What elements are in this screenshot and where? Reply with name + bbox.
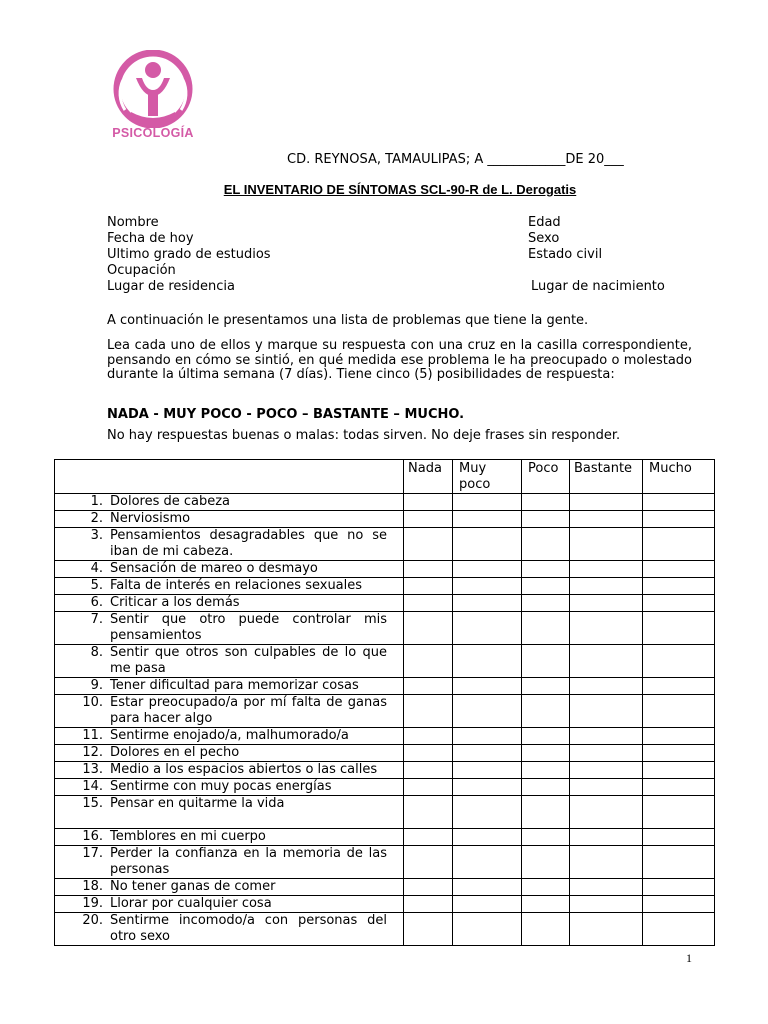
item-number: 5. <box>90 578 103 593</box>
answer-cell-poco[interactable] <box>522 494 570 511</box>
item-text: Sentir que otro puede controlar mis pensamientos <box>110 612 387 643</box>
table-row <box>55 578 715 595</box>
answer-cell-muy-poco[interactable] <box>453 511 522 528</box>
answer-cell-nada[interactable] <box>404 561 453 578</box>
header-poco: Poco <box>522 460 570 494</box>
item-number: 10. <box>82 695 103 710</box>
symptom-item <box>55 762 404 779</box>
answer-cell-nada[interactable] <box>404 645 453 678</box>
answer-cell-bastante[interactable] <box>570 896 643 913</box>
answer-cell-nada[interactable] <box>404 494 453 511</box>
answer-cell-poco[interactable] <box>522 678 570 695</box>
answer-cell-bastante[interactable] <box>570 879 643 896</box>
item-number: 17. <box>82 846 103 861</box>
answer-cell-poco[interactable] <box>522 695 570 728</box>
symptom-item <box>55 913 404 946</box>
answer-cell-poco[interactable] <box>522 846 570 879</box>
symptom-item <box>55 528 404 561</box>
answer-cell-muy-poco[interactable] <box>453 528 522 561</box>
answer-cell-nada[interactable] <box>404 829 453 846</box>
answer-cell-nada[interactable] <box>404 846 453 879</box>
answer-cell-bastante[interactable] <box>570 913 643 946</box>
table-row <box>55 678 715 695</box>
item-text: Sensación de mareo o desmayo <box>110 561 318 576</box>
item-number: 11. <box>82 728 103 743</box>
field-fecha: Fecha de hoy <box>107 231 194 246</box>
table-row <box>55 779 715 796</box>
item-number: 13. <box>82 762 103 777</box>
answer-cell-bastante[interactable] <box>570 695 643 728</box>
answer-cell-bastante[interactable] <box>570 745 643 762</box>
item-number: 8. <box>90 645 103 660</box>
table-row <box>55 829 715 846</box>
answer-cell-bastante[interactable] <box>570 578 643 595</box>
answer-cell-poco[interactable] <box>522 728 570 745</box>
item-number: 18. <box>82 879 103 894</box>
answer-cell-muy-poco[interactable] <box>453 728 522 745</box>
symptom-item <box>55 779 404 796</box>
answer-cell-muy-poco[interactable] <box>453 829 522 846</box>
table-row <box>55 561 715 578</box>
instructions-note: No hay respuestas buenas o malas: todas sirven. No deje frases sin responder. <box>107 428 621 443</box>
answer-cell-bastante[interactable] <box>570 494 643 511</box>
answer-cell-poco[interactable] <box>522 511 570 528</box>
answer-cell-nada[interactable] <box>404 779 453 796</box>
instructions-paragraph: Lea cada uno de ellos y marque su respuesta con una cruz en la casilla correspondiente, pensando en cómo se sintió, en qué medida ese problema le ha preocupado o molestado durante la última semana (7 días). Tiene cinco (5) posibilidades de respuesta: <box>107 338 692 382</box>
item-text: Sentirme incomodo/a con personas del otro sexo <box>110 913 387 944</box>
answer-cell-nada[interactable] <box>404 528 453 561</box>
answer-cell-mucho[interactable] <box>643 896 715 913</box>
symptom-item <box>55 561 404 578</box>
answer-cell-muy-poco[interactable] <box>453 645 522 678</box>
item-text: Nerviosismo <box>110 511 191 526</box>
answer-cell-mucho[interactable] <box>643 779 715 796</box>
answer-cell-muy-poco[interactable] <box>453 561 522 578</box>
answer-cell-mucho[interactable] <box>643 829 715 846</box>
table-row <box>55 913 715 946</box>
answer-cell-muy-poco[interactable] <box>453 678 522 695</box>
item-number: 1. <box>90 494 103 509</box>
answer-cell-nada[interactable] <box>404 796 453 829</box>
answer-cell-poco[interactable] <box>522 561 570 578</box>
answer-cell-mucho[interactable] <box>643 745 715 762</box>
answer-cell-mucho[interactable] <box>643 678 715 695</box>
answer-cell-muy-poco[interactable] <box>453 578 522 595</box>
item-text: Criticar a los demás <box>110 595 240 610</box>
table-row <box>55 511 715 528</box>
symptom-item <box>55 728 404 745</box>
answer-cell-mucho[interactable] <box>643 561 715 578</box>
answer-cell-poco[interactable] <box>522 595 570 612</box>
symptom-item <box>55 494 404 511</box>
table-row <box>55 846 715 879</box>
answer-cell-muy-poco[interactable] <box>453 595 522 612</box>
answer-cell-poco[interactable] <box>522 528 570 561</box>
page-number: 1 <box>686 951 692 965</box>
item-text: Pensamientos desagradables que no se iban de mi cabeza. <box>110 528 387 559</box>
answer-cell-bastante[interactable] <box>570 561 643 578</box>
symptom-item <box>55 612 404 645</box>
table-row <box>55 796 715 829</box>
answer-cell-nada[interactable] <box>404 578 453 595</box>
answer-cell-bastante[interactable] <box>570 511 643 528</box>
logo-text: PSICOLOGÍA <box>112 126 194 140</box>
symptom-item <box>55 896 404 913</box>
answer-cell-muy-poco[interactable] <box>453 879 522 896</box>
header-nada: Nada <box>404 460 453 494</box>
answer-cell-bastante[interactable] <box>570 678 643 695</box>
field-nacimiento: Lugar de nacimiento <box>531 279 665 294</box>
answer-cell-poco[interactable] <box>522 645 570 678</box>
header-item-column <box>55 460 404 494</box>
field-ocupacion: Ocupación <box>107 263 176 278</box>
table-header-row <box>55 460 715 494</box>
answer-cell-bastante[interactable] <box>570 846 643 879</box>
field-estado-civil: Estado civil <box>528 247 603 262</box>
symptom-item <box>55 796 404 829</box>
symptom-item <box>55 879 404 896</box>
symptom-item <box>55 695 404 728</box>
answer-cell-nada[interactable] <box>404 595 453 612</box>
header-muy-poco: Muy poco <box>453 460 522 494</box>
item-number: 6. <box>90 595 103 610</box>
table-row <box>55 595 715 612</box>
answer-cell-muy-poco[interactable] <box>453 796 522 829</box>
answer-cell-muy-poco[interactable] <box>453 913 522 946</box>
item-text: Dolores de cabeza <box>110 494 231 509</box>
item-text: Pensar en quitarme la vida <box>110 796 285 811</box>
symptom-item <box>55 678 404 695</box>
item-number: 4. <box>90 561 103 576</box>
table-row <box>55 528 715 561</box>
table-row <box>55 612 715 645</box>
item-number: 9. <box>90 678 103 693</box>
answer-cell-poco[interactable] <box>522 612 570 645</box>
answer-cell-muy-poco[interactable] <box>453 779 522 796</box>
header-mucho: Mucho <box>643 460 715 494</box>
answer-cell-muy-poco[interactable] <box>453 896 522 913</box>
item-text: No tener ganas de comer <box>110 879 276 894</box>
table-row <box>55 762 715 779</box>
table-row <box>55 695 715 728</box>
answer-cell-poco[interactable] <box>522 796 570 829</box>
answer-cell-mucho[interactable] <box>643 612 715 645</box>
item-number: 14. <box>82 779 103 794</box>
answer-cell-mucho[interactable] <box>643 528 715 561</box>
psicologia-logo <box>103 50 203 142</box>
item-number: 20. <box>82 913 103 928</box>
symptom-item <box>55 829 404 846</box>
answer-cell-bastante[interactable] <box>570 645 643 678</box>
answer-cell-nada[interactable] <box>404 913 453 946</box>
symptom-table <box>54 459 715 946</box>
header-bastante: Bastante <box>570 460 643 494</box>
answer-cell-poco[interactable] <box>522 578 570 595</box>
symptom-item <box>55 645 404 678</box>
answer-cell-muy-poco[interactable] <box>453 745 522 762</box>
answer-cell-mucho[interactable] <box>643 494 715 511</box>
answer-cell-nada[interactable] <box>404 745 453 762</box>
item-number: 3. <box>90 528 103 543</box>
place-date-line: CD. REYNOSA, TAMAULIPAS; A ____________DE 20___ <box>287 152 624 167</box>
item-number: 2. <box>90 511 103 526</box>
item-text: Llorar por cualquier cosa <box>110 896 272 911</box>
answer-cell-nada[interactable] <box>404 896 453 913</box>
answer-cell-mucho[interactable] <box>643 595 715 612</box>
item-text: Sentirme con muy pocas energías <box>110 779 332 794</box>
item-text: Falta de interés en relaciones sexuales <box>110 578 363 593</box>
item-number: 7. <box>90 612 103 627</box>
item-text: Temblores en mi cuerpo <box>110 829 266 844</box>
item-number: 12. <box>82 745 103 760</box>
answer-cell-nada[interactable] <box>404 511 453 528</box>
item-text: Estar preocupado/a por mí falta de ganas para hacer algo <box>110 695 387 726</box>
item-number: 19. <box>82 896 103 911</box>
table-row <box>55 896 715 913</box>
answer-cell-mucho[interactable] <box>643 728 715 745</box>
item-text: Dolores en el pecho <box>110 745 240 760</box>
answer-cell-muy-poco[interactable] <box>453 846 522 879</box>
answer-cell-muy-poco[interactable] <box>453 494 522 511</box>
intro-paragraph: A continuación le presentamos una lista de problemas que tiene la gente. <box>107 313 589 328</box>
symptom-item <box>55 745 404 762</box>
answer-cell-bastante[interactable] <box>570 595 643 612</box>
answer-cell-nada[interactable] <box>404 695 453 728</box>
symptom-item <box>55 511 404 528</box>
table-row <box>55 645 715 678</box>
answer-cell-mucho[interactable] <box>643 511 715 528</box>
field-sexo: Sexo <box>528 231 560 246</box>
answer-cell-mucho[interactable] <box>643 695 715 728</box>
answer-cell-nada[interactable] <box>404 879 453 896</box>
answer-cell-bastante[interactable] <box>570 796 643 829</box>
answer-cell-poco[interactable] <box>522 745 570 762</box>
answer-cell-mucho[interactable] <box>643 645 715 678</box>
answer-cell-poco[interactable] <box>522 879 570 896</box>
answer-cell-mucho[interactable] <box>643 913 715 946</box>
answer-cell-muy-poco[interactable] <box>453 695 522 728</box>
answer-cell-poco[interactable] <box>522 913 570 946</box>
item-number: 15. <box>82 796 103 811</box>
response-options: NADA - MUY POCO - POCO – BASTANTE – MUCHO. <box>107 407 465 422</box>
item-text: Perder la confianza en la memoria de las personas <box>110 846 387 877</box>
answer-cell-bastante[interactable] <box>570 829 643 846</box>
answer-cell-poco[interactable] <box>522 779 570 796</box>
table-row <box>55 745 715 762</box>
item-text: Sentirme enojado/a, malhumorado/a <box>110 728 349 743</box>
answer-cell-nada[interactable] <box>404 678 453 695</box>
field-estudios: Ultimo grado de estudios <box>107 247 271 262</box>
table-row <box>55 494 715 511</box>
field-nombre: Nombre <box>107 215 159 230</box>
symptom-item <box>55 578 404 595</box>
item-text: Medio a los espacios abiertos o las calles <box>110 762 378 777</box>
answer-cell-bastante[interactable] <box>570 528 643 561</box>
answer-cell-bastante[interactable] <box>570 728 643 745</box>
field-residencia: Lugar de residencia <box>107 279 235 294</box>
answer-cell-muy-poco[interactable] <box>453 762 522 779</box>
field-edad: Edad <box>528 215 561 230</box>
answer-cell-muy-poco[interactable] <box>453 612 522 645</box>
table-row <box>55 879 715 896</box>
answer-cell-mucho[interactable] <box>643 879 715 896</box>
answer-cell-mucho[interactable] <box>643 846 715 879</box>
psicologia-emblem-icon <box>103 50 203 128</box>
table-row <box>55 728 715 745</box>
document-title: EL INVENTARIO DE SÍNTOMAS SCL-90-R de L. Derogatis <box>223 182 577 197</box>
answer-cell-bastante[interactable] <box>570 612 643 645</box>
answer-cell-poco[interactable] <box>522 896 570 913</box>
answer-cell-mucho[interactable] <box>643 796 715 829</box>
answer-cell-poco[interactable] <box>522 762 570 779</box>
item-text: Tener dificultad para memorizar cosas <box>110 678 359 693</box>
symptom-item <box>55 846 404 879</box>
item-text: Sentir que otros son culpables de lo que me pasa <box>110 645 387 676</box>
answer-cell-mucho[interactable] <box>643 578 715 595</box>
answer-cell-bastante[interactable] <box>570 779 643 796</box>
answer-cell-nada[interactable] <box>404 728 453 745</box>
answer-cell-bastante[interactable] <box>570 762 643 779</box>
answer-cell-nada[interactable] <box>404 762 453 779</box>
answer-cell-mucho[interactable] <box>643 762 715 779</box>
answer-cell-nada[interactable] <box>404 612 453 645</box>
item-number: 16. <box>82 829 103 844</box>
symptom-item <box>55 595 404 612</box>
answer-cell-poco[interactable] <box>522 829 570 846</box>
